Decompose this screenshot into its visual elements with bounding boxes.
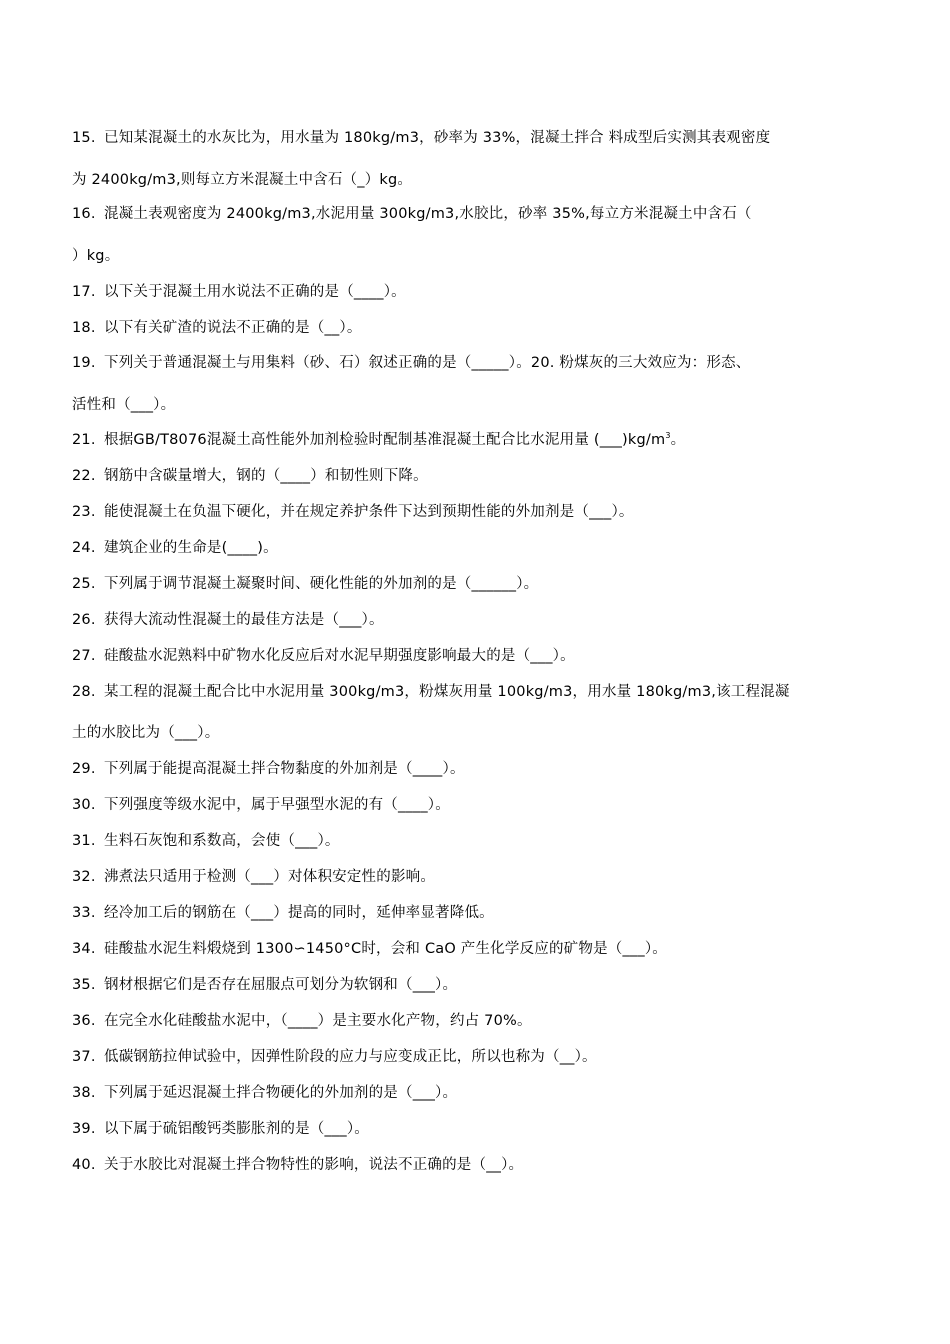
question-text: 硅酸盐水泥生料煅烧到 1300∽1450°C时，会和 CaO 产生化学反应的矿物是（___）。 <box>104 941 667 957</box>
question-number: 36. <box>72 1013 96 1029</box>
question-number: 25. <box>72 576 96 592</box>
question-37 <box>72 1047 872 1067</box>
question-number: 28. <box>72 684 96 700</box>
question-text: 以下关于混凝土用水说法不正确的是（____）。 <box>104 284 406 300</box>
question-number: 29. <box>72 761 96 777</box>
question-32 <box>72 867 872 887</box>
question-text: 混凝土表观密度为 2400kg/m3,水泥用量 300kg/m3,水胶比，砂率 35%,每立方米混凝土中含石（ <box>104 206 752 222</box>
question-number: 37. <box>72 1049 96 1065</box>
question-text: 钢筋中含碳量增大，钢的（____）和韧性则下降。 <box>104 468 428 484</box>
question-text: 下列强度等级水泥中，属于早强型水泥的有（____）。 <box>104 797 450 813</box>
question-40 <box>72 1155 872 1175</box>
question-number: 32. <box>72 869 96 885</box>
question-text: 已知某混凝土的水灰比为，用水量为 180kg/m3，砂率为 33%，混凝土拌合 料成型后实测其表观密度 <box>104 130 771 146</box>
question-text: 下列属于延迟混凝土拌合物硬化的外加剂的是（___）。 <box>104 1085 458 1101</box>
question-31 <box>72 831 872 851</box>
question-33 <box>72 903 872 923</box>
question-text: 关于水胶比对混凝土拌合物特性的影响，说法不正确的是（__）。 <box>104 1157 524 1173</box>
question-28-line-1 <box>72 682 872 702</box>
question-15-line-1 <box>72 128 872 148</box>
question-19-line-1 <box>72 353 872 373</box>
question-number: 26. <box>72 612 96 628</box>
question-29 <box>72 759 872 779</box>
question-number: 17. <box>72 284 96 300</box>
question-number: 34. <box>72 941 96 957</box>
question-number: 19. <box>72 355 96 371</box>
question-38 <box>72 1083 872 1103</box>
question-28-line-2 <box>72 723 872 743</box>
question-17 <box>72 282 872 302</box>
question-21 <box>72 430 872 450</box>
question-text: 生料石灰饱和系数高，会使（___）。 <box>104 833 340 849</box>
question-23 <box>72 502 872 522</box>
question-text: 下列关于普通混凝土与用集料（砂、石）叙述正确的是（_____）。20. 粉煤灰的三大效应为：形态、 <box>104 355 751 371</box>
question-24 <box>72 538 872 558</box>
question-text-continued: 活性和（___）。 <box>72 397 176 413</box>
question-text: 钢材根据它们是否存在屈服点可划分为软钢和（___）。 <box>104 977 458 993</box>
question-number: 40. <box>72 1157 96 1173</box>
question-number: 15. <box>72 130 96 146</box>
question-text: 经冷加工后的钢筋在（___）提高的同时，延伸率显著降低。 <box>104 905 494 921</box>
question-text-continued: ）kg。 <box>72 248 120 264</box>
question-35 <box>72 975 872 995</box>
question-36 <box>72 1011 872 1031</box>
question-number: 33. <box>72 905 96 921</box>
question-text: 以下属于硫铝酸钙类膨胀剂的是（___）。 <box>104 1121 369 1137</box>
question-text-end: 。 <box>670 432 686 448</box>
question-number: 35. <box>72 977 96 993</box>
question-19-line-2 <box>72 395 872 415</box>
question-text: 沸煮法只适用于检测（___）对体积安定性的影响。 <box>104 869 436 885</box>
question-number: 22. <box>72 468 96 484</box>
question-number: 18. <box>72 320 96 336</box>
question-text: 某工程的混凝土配合比中水泥用量 300kg/m3，粉煤灰用量 100kg/m3，用水量 180kg/m3,该工程混凝 <box>104 684 790 700</box>
question-22 <box>72 466 872 486</box>
question-number: 27. <box>72 648 96 664</box>
question-number: 16. <box>72 206 96 222</box>
question-text: 根据GB/T8076混凝土高性能外加剂检验时配制基准混凝土配合比水泥用量 (___)kg/m <box>104 432 666 448</box>
question-number: 39. <box>72 1121 96 1137</box>
question-text: 低碳钢筋拉伸试验中，因弹性阶段的应力与应变成正比，所以也称为（__）。 <box>104 1049 597 1065</box>
question-text: 能使混凝土在负温下硬化，并在规定养护条件下达到预期性能的外加剂是（___）。 <box>104 504 634 520</box>
question-25 <box>72 574 872 594</box>
superscript: 3 <box>665 431 671 441</box>
question-text: 建筑企业的生命是(____)。 <box>104 540 278 556</box>
question-number: 21. <box>72 432 96 448</box>
question-number: 23. <box>72 504 96 520</box>
question-text-continued: 为 2400kg/m3,则每立方米混凝土中含石（_）kg。 <box>72 172 413 188</box>
question-text: 下列属于调节混凝土凝聚时间、硬化性能的外加剂的是（______）。 <box>104 576 539 592</box>
question-text: 下列属于能提高混凝土拌合物黏度的外加剂是（____）。 <box>104 761 465 777</box>
question-text: 硅酸盐水泥熟料中矿物水化反应后对水泥早期强度影响最大的是（___）。 <box>104 648 575 664</box>
question-39 <box>72 1119 872 1139</box>
question-16-line-2 <box>72 246 872 266</box>
question-number: 24. <box>72 540 96 556</box>
question-30 <box>72 795 872 815</box>
question-number: 31. <box>72 833 96 849</box>
question-text: 以下有关矿渣的说法不正确的是（__）。 <box>104 320 362 336</box>
question-text: 在完全水化硅酸盐水泥中，（____）是主要水化产物，约占 70%。 <box>104 1013 532 1029</box>
question-number: 38. <box>72 1085 96 1101</box>
question-number: 30. <box>72 797 96 813</box>
question-16-line-1 <box>72 204 872 224</box>
question-text: 获得大流动性混凝土的最佳方法是（___）。 <box>104 612 384 628</box>
question-27 <box>72 646 872 666</box>
question-34 <box>72 939 872 959</box>
question-18 <box>72 318 872 338</box>
question-15-line-2 <box>72 170 872 190</box>
question-26 <box>72 610 872 630</box>
question-text-continued: 土的水胶比为（___）。 <box>72 725 220 741</box>
